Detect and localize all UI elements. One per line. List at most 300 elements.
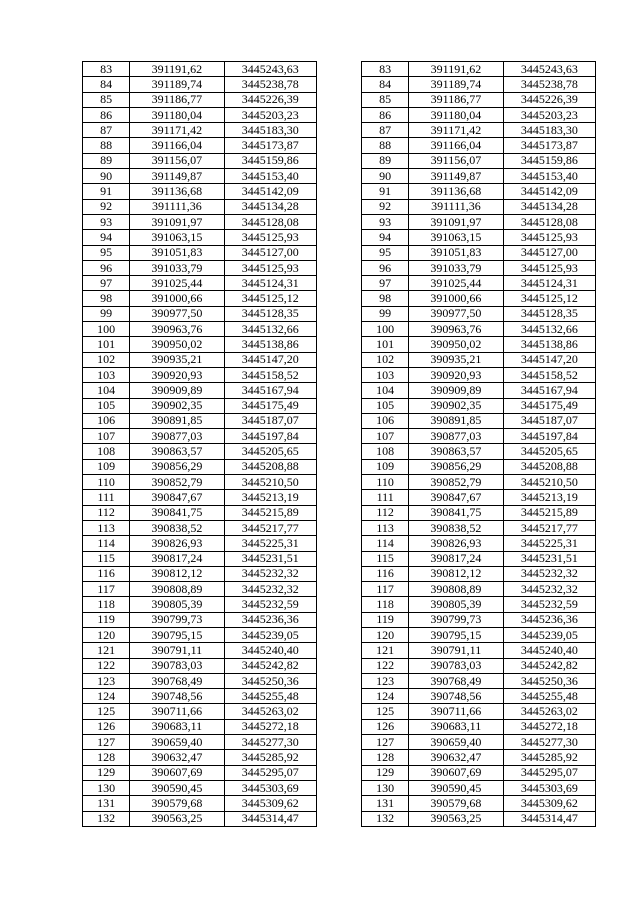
right-y-coordinate-cell: 3445183,30 [503, 123, 595, 138]
separator-cell [316, 582, 361, 597]
separator-cell [316, 367, 361, 382]
right-y-coordinate-cell: 3445240,40 [503, 643, 595, 658]
left-x-coordinate-cell: 390579,68 [130, 796, 224, 811]
left-x-coordinate-cell: 391180,04 [130, 107, 224, 122]
table-row [83, 92, 596, 107]
left-x-coordinate-cell: 391156,07 [130, 153, 224, 168]
left-point-number-cell: 118 [83, 597, 130, 612]
left-x-coordinate-cell: 390799,73 [130, 612, 224, 627]
right-y-coordinate-cell: 3445238,78 [503, 77, 595, 92]
left-y-coordinate-cell: 3445309,62 [224, 796, 316, 811]
table-row [83, 536, 596, 551]
left-y-coordinate-cell: 3445142,09 [224, 184, 316, 199]
separator-cell [316, 750, 361, 765]
right-x-coordinate-cell: 390838,52 [409, 520, 503, 535]
left-point-number-cell: 127 [83, 735, 130, 750]
right-point-number-cell: 112 [362, 505, 409, 520]
left-y-coordinate-cell: 3445243,63 [224, 62, 316, 77]
left-point-number-cell: 94 [83, 230, 130, 245]
right-y-coordinate-cell: 3445213,19 [503, 490, 595, 505]
left-x-coordinate-cell: 390795,15 [130, 627, 224, 642]
right-y-coordinate-cell: 3445124,31 [503, 276, 595, 291]
left-point-number-cell: 83 [83, 62, 130, 77]
separator-cell [316, 490, 361, 505]
separator-cell [316, 337, 361, 352]
left-y-coordinate-cell: 3445238,78 [224, 77, 316, 92]
separator-cell [316, 199, 361, 214]
left-y-coordinate-cell: 3445125,93 [224, 260, 316, 275]
table-row [83, 291, 596, 306]
separator-cell [316, 536, 361, 551]
separator-cell [316, 597, 361, 612]
separator-cell [316, 444, 361, 459]
right-point-number-cell: 99 [362, 306, 409, 321]
left-x-coordinate-cell: 390838,52 [130, 520, 224, 535]
right-x-coordinate-cell: 391025,44 [409, 276, 503, 291]
right-point-number-cell: 116 [362, 566, 409, 581]
table-row [83, 459, 596, 474]
left-x-coordinate-cell: 390590,45 [130, 780, 224, 795]
right-y-coordinate-cell: 3445232,32 [503, 582, 595, 597]
table-row [83, 765, 596, 780]
table-row [83, 551, 596, 566]
separator-cell [316, 322, 361, 337]
right-point-number-cell: 131 [362, 796, 409, 811]
right-y-coordinate-cell: 3445153,40 [503, 169, 595, 184]
left-y-coordinate-cell: 3445285,92 [224, 750, 316, 765]
right-x-coordinate-cell: 390963,76 [409, 322, 503, 337]
right-x-coordinate-cell: 391171,42 [409, 123, 503, 138]
left-y-coordinate-cell: 3445226,39 [224, 92, 316, 107]
table-row [83, 62, 596, 77]
right-x-coordinate-cell: 390783,03 [409, 658, 503, 673]
left-x-coordinate-cell: 390847,67 [130, 490, 224, 505]
left-x-coordinate-cell: 390563,25 [130, 811, 224, 826]
separator-cell [316, 413, 361, 428]
right-y-coordinate-cell: 3445236,36 [503, 612, 595, 627]
left-x-coordinate-cell: 390659,40 [130, 735, 224, 750]
right-x-coordinate-cell: 391051,83 [409, 245, 503, 260]
separator-cell [316, 184, 361, 199]
table-row [83, 490, 596, 505]
left-y-coordinate-cell: 3445134,28 [224, 199, 316, 214]
right-point-number-cell: 108 [362, 444, 409, 459]
right-point-number-cell: 101 [362, 337, 409, 352]
left-x-coordinate-cell: 390877,03 [130, 429, 224, 444]
left-x-coordinate-cell: 390977,50 [130, 306, 224, 321]
right-y-coordinate-cell: 3445125,93 [503, 260, 595, 275]
left-x-coordinate-cell: 390791,11 [130, 643, 224, 658]
right-y-coordinate-cell: 3445142,09 [503, 184, 595, 199]
right-y-coordinate-cell: 3445138,86 [503, 337, 595, 352]
left-point-number-cell: 91 [83, 184, 130, 199]
left-x-coordinate-cell: 390711,66 [130, 704, 224, 719]
left-point-number-cell: 86 [83, 107, 130, 122]
left-x-coordinate-cell: 391000,66 [130, 291, 224, 306]
left-point-number-cell: 125 [83, 704, 130, 719]
separator-cell [316, 92, 361, 107]
left-point-number-cell: 120 [83, 627, 130, 642]
left-x-coordinate-cell: 390856,29 [130, 459, 224, 474]
left-x-coordinate-cell: 391063,15 [130, 230, 224, 245]
right-x-coordinate-cell: 391091,97 [409, 214, 503, 229]
left-x-coordinate-cell: 390852,79 [130, 475, 224, 490]
right-y-coordinate-cell: 3445208,88 [503, 459, 595, 474]
right-x-coordinate-cell: 390826,93 [409, 536, 503, 551]
right-point-number-cell: 93 [362, 214, 409, 229]
right-point-number-cell: 103 [362, 367, 409, 382]
right-y-coordinate-cell: 3445205,65 [503, 444, 595, 459]
right-point-number-cell: 123 [362, 673, 409, 688]
left-point-number-cell: 112 [83, 505, 130, 520]
left-point-number-cell: 106 [83, 413, 130, 428]
left-y-coordinate-cell: 3445236,36 [224, 612, 316, 627]
left-point-number-cell: 121 [83, 643, 130, 658]
right-y-coordinate-cell: 3445167,94 [503, 383, 595, 398]
right-x-coordinate-cell: 390563,25 [409, 811, 503, 826]
left-x-coordinate-cell: 390935,21 [130, 352, 224, 367]
right-point-number-cell: 97 [362, 276, 409, 291]
right-y-coordinate-cell: 3445210,50 [503, 475, 595, 490]
right-y-coordinate-cell: 3445277,30 [503, 735, 595, 750]
right-y-coordinate-cell: 3445203,23 [503, 107, 595, 122]
right-point-number-cell: 90 [362, 169, 409, 184]
table-row [83, 367, 596, 382]
left-point-number-cell: 102 [83, 352, 130, 367]
left-y-coordinate-cell: 3445197,84 [224, 429, 316, 444]
separator-cell [316, 169, 361, 184]
separator-cell [316, 352, 361, 367]
left-x-coordinate-cell: 391191,62 [130, 62, 224, 77]
left-y-coordinate-cell: 3445128,08 [224, 214, 316, 229]
left-y-coordinate-cell: 3445272,18 [224, 719, 316, 734]
left-point-number-cell: 109 [83, 459, 130, 474]
left-y-coordinate-cell: 3445240,40 [224, 643, 316, 658]
left-x-coordinate-cell: 390902,35 [130, 398, 224, 413]
table-row [83, 276, 596, 291]
left-x-coordinate-cell: 390808,89 [130, 582, 224, 597]
left-x-coordinate-cell: 390783,03 [130, 658, 224, 673]
separator-cell [316, 276, 361, 291]
table-row [83, 138, 596, 153]
left-y-coordinate-cell: 3445210,50 [224, 475, 316, 490]
right-x-coordinate-cell: 390590,45 [409, 780, 503, 795]
table-row [83, 214, 596, 229]
left-y-coordinate-cell: 3445314,47 [224, 811, 316, 826]
right-y-coordinate-cell: 3445243,63 [503, 62, 595, 77]
left-y-coordinate-cell: 3445187,07 [224, 413, 316, 428]
right-y-coordinate-cell: 3445285,92 [503, 750, 595, 765]
left-x-coordinate-cell: 391166,04 [130, 138, 224, 153]
left-y-coordinate-cell: 3445153,40 [224, 169, 316, 184]
left-x-coordinate-cell: 391136,68 [130, 184, 224, 199]
table-row [83, 582, 596, 597]
right-point-number-cell: 111 [362, 490, 409, 505]
right-x-coordinate-cell: 390950,02 [409, 337, 503, 352]
left-y-coordinate-cell: 3445232,32 [224, 566, 316, 581]
right-x-coordinate-cell: 391063,15 [409, 230, 503, 245]
left-x-coordinate-cell: 391051,83 [130, 245, 224, 260]
right-x-coordinate-cell: 390659,40 [409, 735, 503, 750]
left-x-coordinate-cell: 390863,57 [130, 444, 224, 459]
left-point-number-cell: 98 [83, 291, 130, 306]
right-y-coordinate-cell: 3445132,66 [503, 322, 595, 337]
right-x-coordinate-cell: 391136,68 [409, 184, 503, 199]
left-point-number-cell: 95 [83, 245, 130, 260]
left-y-coordinate-cell: 3445232,59 [224, 597, 316, 612]
separator-cell [316, 107, 361, 122]
left-y-coordinate-cell: 3445138,86 [224, 337, 316, 352]
left-x-coordinate-cell: 391171,42 [130, 123, 224, 138]
separator-cell [316, 673, 361, 688]
separator-cell [316, 505, 361, 520]
right-y-coordinate-cell: 3445147,20 [503, 352, 595, 367]
left-x-coordinate-cell: 390683,11 [130, 719, 224, 734]
table-row [83, 337, 596, 352]
right-x-coordinate-cell: 390856,29 [409, 459, 503, 474]
table-row [83, 184, 596, 199]
left-x-coordinate-cell: 390920,93 [130, 367, 224, 382]
right-point-number-cell: 84 [362, 77, 409, 92]
left-x-coordinate-cell: 390748,56 [130, 689, 224, 704]
left-y-coordinate-cell: 3445124,31 [224, 276, 316, 291]
right-point-number-cell: 96 [362, 260, 409, 275]
right-point-number-cell: 129 [362, 765, 409, 780]
table-row [83, 520, 596, 535]
left-y-coordinate-cell: 3445173,87 [224, 138, 316, 153]
left-point-number-cell: 87 [83, 123, 130, 138]
separator-cell [316, 520, 361, 535]
separator-cell [316, 459, 361, 474]
separator-cell [316, 383, 361, 398]
left-x-coordinate-cell: 390891,85 [130, 413, 224, 428]
right-y-coordinate-cell: 3445314,47 [503, 811, 595, 826]
right-y-coordinate-cell: 3445303,69 [503, 780, 595, 795]
left-point-number-cell: 92 [83, 199, 130, 214]
right-y-coordinate-cell: 3445187,07 [503, 413, 595, 428]
left-point-number-cell: 100 [83, 322, 130, 337]
table-row [83, 444, 596, 459]
left-x-coordinate-cell: 391189,74 [130, 77, 224, 92]
separator-cell [316, 704, 361, 719]
right-point-number-cell: 85 [362, 92, 409, 107]
left-point-number-cell: 128 [83, 750, 130, 765]
right-x-coordinate-cell: 390909,89 [409, 383, 503, 398]
right-x-coordinate-cell: 390632,47 [409, 750, 503, 765]
right-y-coordinate-cell: 3445215,89 [503, 505, 595, 520]
right-y-coordinate-cell: 3445128,35 [503, 306, 595, 321]
left-point-number-cell: 101 [83, 337, 130, 352]
left-y-coordinate-cell: 3445167,94 [224, 383, 316, 398]
left-x-coordinate-cell: 390607,69 [130, 765, 224, 780]
coordinate-table-body [83, 62, 596, 827]
right-y-coordinate-cell: 3445217,77 [503, 520, 595, 535]
right-x-coordinate-cell: 390799,73 [409, 612, 503, 627]
right-x-coordinate-cell: 391186,77 [409, 92, 503, 107]
separator-cell [316, 245, 361, 260]
left-point-number-cell: 84 [83, 77, 130, 92]
left-point-number-cell: 115 [83, 551, 130, 566]
right-point-number-cell: 106 [362, 413, 409, 428]
separator-cell [316, 551, 361, 566]
right-y-coordinate-cell: 3445134,28 [503, 199, 595, 214]
left-y-coordinate-cell: 3445147,20 [224, 352, 316, 367]
table-row [83, 107, 596, 122]
separator-cell [316, 230, 361, 245]
left-point-number-cell: 93 [83, 214, 130, 229]
separator-cell [316, 780, 361, 795]
right-y-coordinate-cell: 3445272,18 [503, 719, 595, 734]
left-point-number-cell: 103 [83, 367, 130, 382]
table-row [83, 245, 596, 260]
right-x-coordinate-cell: 391149,87 [409, 169, 503, 184]
left-point-number-cell: 88 [83, 138, 130, 153]
right-x-coordinate-cell: 390748,56 [409, 689, 503, 704]
table-row [83, 658, 596, 673]
left-point-number-cell: 123 [83, 673, 130, 688]
right-y-coordinate-cell: 3445158,52 [503, 367, 595, 382]
table-row [83, 123, 596, 138]
left-x-coordinate-cell: 391025,44 [130, 276, 224, 291]
left-point-number-cell: 89 [83, 153, 130, 168]
right-point-number-cell: 89 [362, 153, 409, 168]
right-x-coordinate-cell: 391156,07 [409, 153, 503, 168]
right-point-number-cell: 114 [362, 536, 409, 551]
left-y-coordinate-cell: 3445159,86 [224, 153, 316, 168]
table-row [83, 704, 596, 719]
right-y-coordinate-cell: 3445127,00 [503, 245, 595, 260]
left-x-coordinate-cell: 390632,47 [130, 750, 224, 765]
left-y-coordinate-cell: 3445125,93 [224, 230, 316, 245]
right-point-number-cell: 120 [362, 627, 409, 642]
right-point-number-cell: 100 [362, 322, 409, 337]
right-y-coordinate-cell: 3445226,39 [503, 92, 595, 107]
right-point-number-cell: 104 [362, 383, 409, 398]
right-x-coordinate-cell: 391191,62 [409, 62, 503, 77]
right-x-coordinate-cell: 391111,36 [409, 199, 503, 214]
right-point-number-cell: 125 [362, 704, 409, 719]
right-x-coordinate-cell: 390817,24 [409, 551, 503, 566]
right-point-number-cell: 88 [362, 138, 409, 153]
separator-cell [316, 811, 361, 826]
left-point-number-cell: 124 [83, 689, 130, 704]
separator-cell [316, 735, 361, 750]
left-y-coordinate-cell: 3445231,51 [224, 551, 316, 566]
separator-cell [316, 306, 361, 321]
right-point-number-cell: 121 [362, 643, 409, 658]
table-row [83, 352, 596, 367]
left-point-number-cell: 126 [83, 719, 130, 734]
right-x-coordinate-cell: 391189,74 [409, 77, 503, 92]
separator-cell [316, 719, 361, 734]
separator-cell [316, 153, 361, 168]
right-point-number-cell: 122 [362, 658, 409, 673]
right-point-number-cell: 115 [362, 551, 409, 566]
table-row [83, 77, 596, 92]
right-x-coordinate-cell: 390808,89 [409, 582, 503, 597]
separator-cell [316, 475, 361, 490]
table-row [83, 750, 596, 765]
left-y-coordinate-cell: 3445208,88 [224, 459, 316, 474]
right-point-number-cell: 124 [362, 689, 409, 704]
right-point-number-cell: 92 [362, 199, 409, 214]
right-x-coordinate-cell: 390902,35 [409, 398, 503, 413]
left-y-coordinate-cell: 3445242,82 [224, 658, 316, 673]
table-row [83, 413, 596, 428]
right-x-coordinate-cell: 391000,66 [409, 291, 503, 306]
left-y-coordinate-cell: 3445277,30 [224, 735, 316, 750]
left-point-number-cell: 114 [83, 536, 130, 551]
right-y-coordinate-cell: 3445309,62 [503, 796, 595, 811]
table-row [83, 383, 596, 398]
separator-cell [316, 643, 361, 658]
table-row [83, 597, 596, 612]
right-point-number-cell: 118 [362, 597, 409, 612]
left-point-number-cell: 96 [83, 260, 130, 275]
left-point-number-cell: 113 [83, 520, 130, 535]
right-point-number-cell: 95 [362, 245, 409, 260]
left-y-coordinate-cell: 3445128,35 [224, 306, 316, 321]
right-y-coordinate-cell: 3445159,86 [503, 153, 595, 168]
right-x-coordinate-cell: 391180,04 [409, 107, 503, 122]
table-row [83, 796, 596, 811]
left-point-number-cell: 104 [83, 383, 130, 398]
right-y-coordinate-cell: 3445231,51 [503, 551, 595, 566]
table-row [83, 505, 596, 520]
table-row [83, 689, 596, 704]
right-point-number-cell: 110 [362, 475, 409, 490]
left-y-coordinate-cell: 3445217,77 [224, 520, 316, 535]
table-row [83, 398, 596, 413]
right-y-coordinate-cell: 3445173,87 [503, 138, 595, 153]
table-row [83, 811, 596, 826]
left-x-coordinate-cell: 391149,87 [130, 169, 224, 184]
table-row [83, 643, 596, 658]
right-point-number-cell: 126 [362, 719, 409, 734]
right-point-number-cell: 83 [362, 62, 409, 77]
left-x-coordinate-cell: 390826,93 [130, 536, 224, 551]
right-y-coordinate-cell: 3445232,32 [503, 566, 595, 581]
left-x-coordinate-cell: 390841,75 [130, 505, 224, 520]
left-y-coordinate-cell: 3445295,07 [224, 765, 316, 780]
table-row [83, 169, 596, 184]
right-y-coordinate-cell: 3445125,12 [503, 291, 595, 306]
separator-cell [316, 796, 361, 811]
table-row [83, 612, 596, 627]
right-x-coordinate-cell: 390920,93 [409, 367, 503, 382]
left-point-number-cell: 122 [83, 658, 130, 673]
left-point-number-cell: 129 [83, 765, 130, 780]
table-row [83, 230, 596, 245]
table-row [83, 566, 596, 581]
left-point-number-cell: 85 [83, 92, 130, 107]
separator-cell [316, 765, 361, 780]
right-x-coordinate-cell: 390847,67 [409, 490, 503, 505]
right-x-coordinate-cell: 390791,11 [409, 643, 503, 658]
right-y-coordinate-cell: 3445242,82 [503, 658, 595, 673]
right-y-coordinate-cell: 3445125,93 [503, 230, 595, 245]
separator-cell [316, 612, 361, 627]
separator-cell [316, 689, 361, 704]
table-row [83, 429, 596, 444]
right-x-coordinate-cell: 390607,69 [409, 765, 503, 780]
table-row [83, 260, 596, 275]
table-row [83, 475, 596, 490]
separator-cell [316, 291, 361, 306]
left-point-number-cell: 130 [83, 780, 130, 795]
right-point-number-cell: 132 [362, 811, 409, 826]
right-x-coordinate-cell: 390795,15 [409, 627, 503, 642]
